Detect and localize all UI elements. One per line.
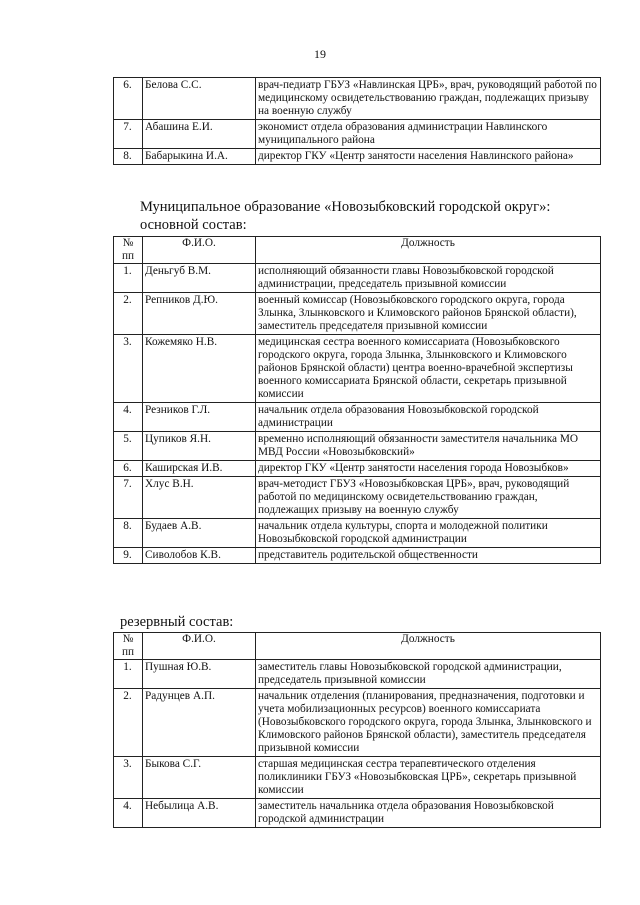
member-position: исполняющий обязанности главы Новозыбковской городской администрации, председатель призывной комиссии [256, 264, 601, 293]
row-number: 2. [114, 689, 143, 757]
table-row [114, 689, 601, 757]
member-position: врач-педиатр ГБУЗ «Навлинская ЦРБ», врач, руководящий работой по медицинскому освидетельствованию граждан, подлежащих призыву на военную службу [256, 78, 601, 120]
column-header-name: Ф.И.О. [143, 237, 256, 264]
main-composition-table [113, 236, 601, 564]
section-title: Муниципальное образование «Новозыбковский городской округ»: [140, 199, 551, 215]
member-name: Хлус В.Н. [143, 477, 256, 519]
column-header-name: Ф.И.О. [143, 633, 256, 660]
row-number: 1. [114, 660, 143, 689]
member-name: Радунцев А.П. [143, 689, 256, 757]
member-name: Небылица А.В. [143, 799, 256, 828]
table-row [114, 264, 601, 293]
table-row [114, 432, 601, 461]
table-row [114, 403, 601, 432]
member-name: Белова С.С. [143, 78, 256, 120]
table-row [114, 757, 601, 799]
column-header-position: Должность [256, 237, 601, 264]
column-header-number: № пп [114, 237, 143, 264]
row-number: 8. [114, 149, 143, 165]
table-row [114, 461, 601, 477]
member-position: заместитель главы Новозыбковской городской администрации, председатель призывной комиссии [256, 660, 601, 689]
member-name: Репников Д.Ю. [143, 293, 256, 335]
column-header-position: Должность [256, 633, 601, 660]
table-row [114, 293, 601, 335]
column-header-number: № пп [114, 633, 143, 660]
row-number: 7. [114, 477, 143, 519]
member-position: заместитель начальника отдела образования Новозыбковской городской администрации [256, 799, 601, 828]
member-name: Кожемяко Н.В. [143, 335, 256, 403]
member-position: временно исполняющий обязанности заместителя начальника МО МВД России «Новозыбковский» [256, 432, 601, 461]
table-row [114, 335, 601, 403]
member-name: Резников Г.Л. [143, 403, 256, 432]
table-row [114, 149, 601, 165]
row-number: 4. [114, 799, 143, 828]
table-row [114, 799, 601, 828]
table-row [114, 120, 601, 149]
member-name: Бабарыкина И.А. [143, 149, 256, 165]
table-row [114, 660, 601, 689]
member-position: начальник отделения (планирования, предназначения, подготовки и учета мобилизационных ресурсов) военного комиссариата (Новозыбковского городского округа, города Злынка, Злынковского и Климовского районов Брянской области), заместитель председателя призывной комиссии [256, 689, 601, 757]
row-number: 3. [114, 757, 143, 799]
member-position: начальник отдела культуры, спорта и молодежной политики Новозыбковской городской администрации [256, 519, 601, 548]
row-number: 9. [114, 548, 143, 564]
main-composition-heading: основной состав: [140, 217, 247, 233]
member-name: Деньгуб В.М. [143, 264, 256, 293]
member-name: Каширская И.В. [143, 461, 256, 477]
member-position: старшая медицинская сестра терапевтического отделения поликлиники ГБУЗ «Новозыбковская ЦРБ», секретарь призывной комиссии [256, 757, 601, 799]
member-position: директор ГКУ «Центр занятости населения города Новозыбков» [256, 461, 601, 477]
table-row [114, 477, 601, 519]
table-row [114, 548, 601, 564]
row-number: 1. [114, 264, 143, 293]
row-number: 8. [114, 519, 143, 548]
reserve-composition-table [113, 632, 601, 828]
row-number: 7. [114, 120, 143, 149]
member-name: Сиволобов К.В. [143, 548, 256, 564]
table-header-row [114, 633, 601, 660]
row-number: 6. [114, 78, 143, 120]
member-position: экономист отдела образования администрации Навлинского муниципального района [256, 120, 601, 149]
table-row [114, 519, 601, 548]
member-name: Будаев А.В. [143, 519, 256, 548]
member-name: Цупиков Я.Н. [143, 432, 256, 461]
member-position: начальник отдела образования Новозыбковской городской администрации [256, 403, 601, 432]
member-position: представитель родительской общественности [256, 548, 601, 564]
table-header-row [114, 237, 601, 264]
member-name: Абашина Е.И. [143, 120, 256, 149]
row-number: 3. [114, 335, 143, 403]
row-number: 2. [114, 293, 143, 335]
member-position: директор ГКУ «Центр занятости населения Навлинского района» [256, 149, 601, 165]
page-number: 19 [314, 47, 326, 61]
member-name: Пушная Ю.В. [143, 660, 256, 689]
row-number: 6. [114, 461, 143, 477]
member-position: медицинская сестра военного комиссариата (Новозыбковского городского округа, города Злынка, Злынковского и Климовского районов Брянской области) центра военно-врачебной экспертизы военного комиссариата Брянской области, секретарь призывной комиссии [256, 335, 601, 403]
table-row [114, 78, 601, 120]
previous-commission-table [113, 77, 601, 165]
member-position: врач-методист ГБУЗ «Новозыбковская ЦРБ», врач, руководящий работой по медицинскому освидетельствованию граждан, подлежащих призыву на военную службу [256, 477, 601, 519]
row-number: 5. [114, 432, 143, 461]
reserve-composition-heading: резервный состав: [120, 614, 234, 630]
member-name: Быкова С.Г. [143, 757, 256, 799]
row-number: 4. [114, 403, 143, 432]
member-position: военный комиссар (Новозыбковского городского округа, города Злынка, Злынковского и Климовского районов Брянской области), заместитель председателя призывной комиссии [256, 293, 601, 335]
